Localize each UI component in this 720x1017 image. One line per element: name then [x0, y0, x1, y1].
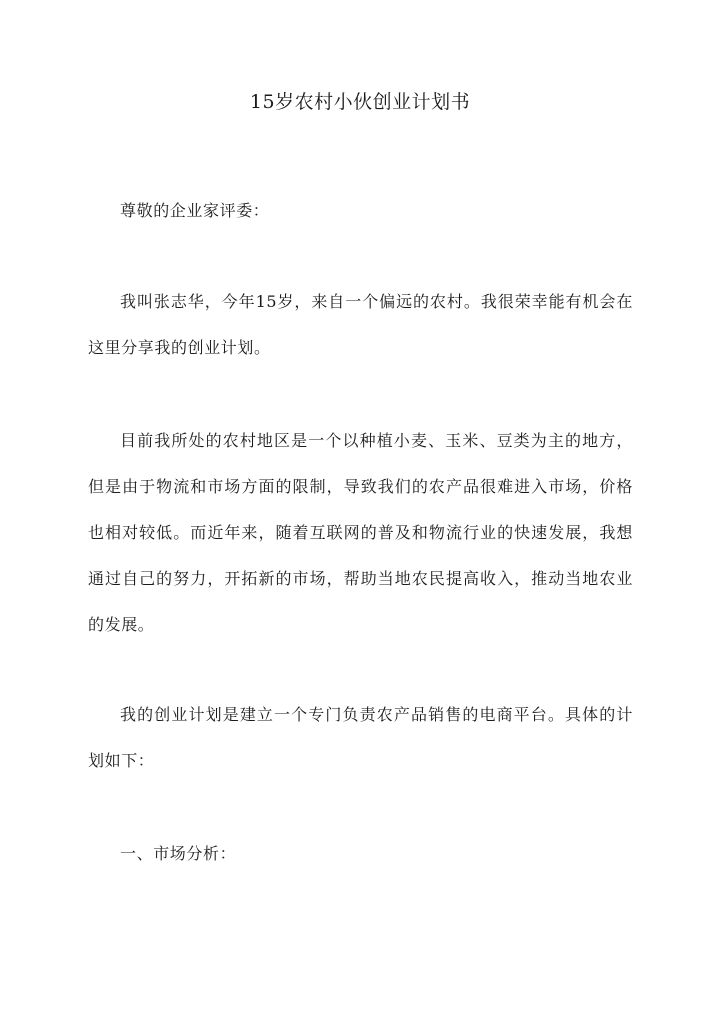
- paragraph-plan: 我的创业计划是建立一个专门负责农产品销售的电商平台。具体的计划如下：: [88, 705, 633, 770]
- section-heading-market-analysis: 一、市场分析：: [120, 844, 237, 863]
- paragraph-background: 目前我所处的农村地区是一个以种植小麦、玉米、豆类为主的地方，但是由于物流和市场方面的限制，导致我们的农产品很难进入市场，价格也相对较低。而近年来，随着互联网的普及和物流行业的快速发展，我想通过自己的努力，开拓新的市场，帮助当地农民提高收入，推动当地农业的发展。: [88, 431, 633, 634]
- document-title: 15岁农村小伙创业计划书: [249, 91, 471, 113]
- paragraph-introduction: 我叫张志华，今年15岁，来自一个偏远的农村。我很荣幸能有机会在这里分享我的创业计划。: [88, 292, 633, 357]
- greeting-line: 尊敬的企业家评委：: [120, 201, 270, 220]
